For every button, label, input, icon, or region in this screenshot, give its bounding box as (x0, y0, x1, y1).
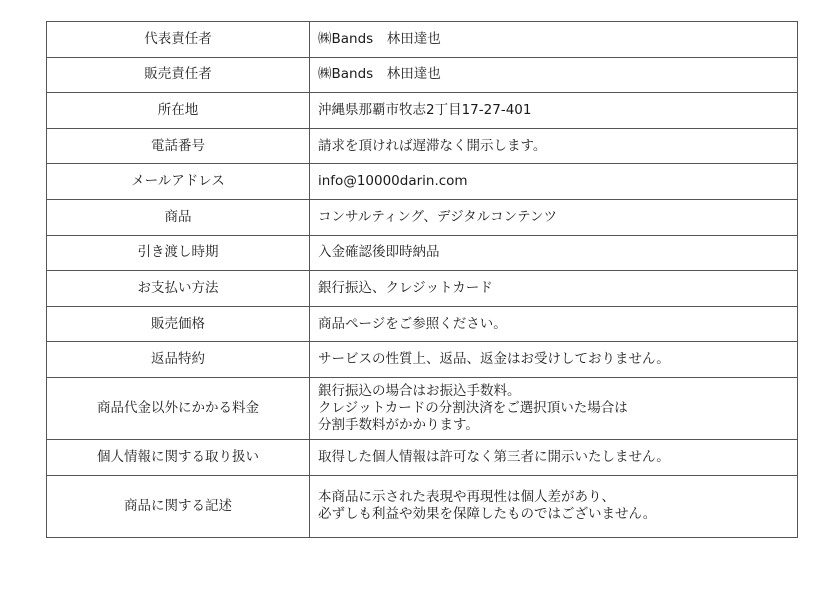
table-row (47, 164, 798, 200)
email-text: info@10000darin.com (318, 173, 468, 190)
table-row (47, 306, 798, 342)
row-value (310, 306, 798, 342)
row-value-line: ㈱Bands 林田達也 (318, 66, 441, 83)
row-value (310, 199, 798, 235)
table-row (47, 377, 798, 439)
row-value-line: コンサルティング、デジタルコンテンツ (318, 208, 557, 225)
row-value-line: 分割手数料がかかります。 (318, 416, 479, 433)
row-value-line: クレジットカードの分割決済をご選択頂いた場合は (318, 399, 628, 416)
row-label: 引き渡し時期 (47, 235, 310, 271)
row-label: 販売価格 (47, 306, 310, 342)
row-value (310, 57, 798, 93)
row-label: 商品 (47, 199, 310, 235)
row-label: 代表責任者 (47, 22, 310, 58)
row-value-line: 本商品に示された表現や再現性は個人差があり、 (318, 489, 615, 506)
row-label: 販売責任者 (47, 57, 310, 93)
table-row (47, 128, 798, 164)
row-value (310, 22, 798, 58)
row-value (310, 235, 798, 271)
row-label: メールアドレス (47, 164, 310, 200)
row-value (310, 271, 798, 307)
row-value-line: 必ずしも利益や効果を保障したものではございません。 (318, 506, 657, 523)
row-value-line: ㈱Bands 林田達也 (318, 30, 441, 47)
table-row (47, 199, 798, 235)
row-value (310, 342, 798, 378)
row-value (310, 475, 798, 537)
table-row (47, 57, 798, 93)
row-label: お支払い方法 (47, 271, 310, 307)
table-row (47, 93, 798, 129)
row-value (310, 377, 798, 439)
table-row (47, 439, 798, 475)
row-label: 商品代金以外にかかる料金 (47, 377, 310, 439)
row-label: 所在地 (47, 93, 310, 129)
row-value (310, 93, 798, 129)
row-value-line: 銀行振込、クレジットカード (318, 279, 493, 296)
row-value-line: 取得した個人情報は許可なく第三者に開示いたしません。 (318, 448, 670, 465)
row-value (310, 439, 798, 475)
row-value-line: 沖縄県那覇市牧志2丁目17-27-401 (318, 101, 532, 118)
row-label: 商品に関する記述 (47, 475, 310, 537)
legal-info-table (46, 21, 798, 538)
row-label: 個人情報に関する取り扱い (47, 439, 310, 475)
table-row (47, 22, 798, 58)
row-label: 返品特約 (47, 342, 310, 378)
row-value-line: 銀行振込の場合はお振込手数料。 (318, 382, 521, 399)
table-row (47, 271, 798, 307)
row-value-line: 入金確認後即時納品 (318, 244, 440, 261)
table-row (47, 342, 798, 378)
table-row (47, 475, 798, 537)
row-value-line: サービスの性質上、返品、返金はお受けしておりません。 (318, 351, 670, 368)
row-value (310, 128, 798, 164)
row-value-line: 商品ページをご参照ください。 (318, 315, 507, 332)
row-value-line: 請求を頂ければ遅滞なく開示します。 (318, 137, 547, 154)
row-label: 電話番号 (47, 128, 310, 164)
table-row (47, 235, 798, 271)
row-value (310, 164, 798, 200)
